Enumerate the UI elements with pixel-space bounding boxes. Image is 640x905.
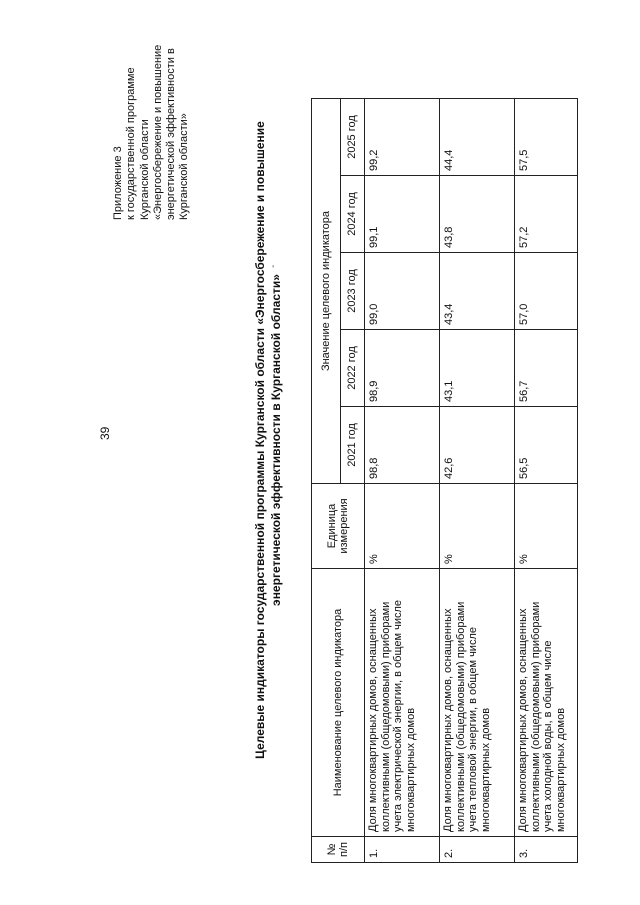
row-value-2022: 43,1: [440, 330, 515, 407]
document-title: [252, 60, 284, 820]
header-year-2022: 2022 год: [341, 330, 365, 407]
table-row: [440, 99, 515, 863]
stray-mark: -: [268, 264, 279, 268]
row-value-2024: 99,1: [365, 176, 440, 253]
table-row: [515, 99, 578, 863]
row-value-2023: 57,0: [515, 253, 578, 330]
row-unit: %: [515, 484, 578, 569]
row-unit: %: [440, 484, 515, 569]
row-value-2023: 43,4: [440, 253, 515, 330]
appendix-line: Курганской области»: [178, 113, 191, 220]
document-title-line: энергетической эффективности в Курганской области»: [269, 274, 283, 606]
row-value-2025: 99,2: [365, 99, 440, 176]
row-value-2021: 56,5: [515, 407, 578, 484]
row-value-2024: 57,2: [515, 176, 578, 253]
row-value-2023: 99,0: [365, 253, 440, 330]
row-indicator-name: Доля многоквартирных домов, оснащенных коллективными (общедомовыми) приборами учета электрической энергии, в общем числе многоквартирных домов: [365, 569, 440, 837]
indicators-table: [311, 98, 578, 863]
header-indicator-name: Наименование целевого индикатора: [312, 569, 365, 837]
appendix-line: к государственной программе: [125, 67, 138, 220]
appendix-line: Приложение 3: [112, 146, 124, 220]
row-value-2022: 56,7: [515, 330, 578, 407]
row-unit: %: [365, 484, 440, 569]
row-indicator-name: Доля многоквартирных домов, оснащенных коллективными (общедомовыми) приборами учета тепловой энергии, в общем числе многоквартирных домов: [440, 569, 515, 837]
table-header-row: [312, 99, 341, 863]
appendix-line: «Энергосбережение и повышение: [151, 44, 164, 220]
header-unit: Единица измерения: [312, 484, 365, 569]
row-value-2025: 57,5: [515, 99, 578, 176]
row-number: 3.: [515, 837, 578, 863]
row-value-2024: 43,8: [440, 176, 515, 253]
appendix-line: Курганской области: [138, 119, 151, 220]
appendix-note: [112, 0, 192, 220]
document-title-line: Целевые индикаторы государственной программы Курганской области «Энергосбережение и повышение: [253, 121, 267, 759]
row-indicator-name: Доля многоквартирных домов, оснащенных коллективными (общедомовыми) приборами учета холодной воды, в общем числе многоквартирных домов: [515, 569, 578, 837]
header-number: № п/п: [312, 837, 365, 863]
row-value-2025: 44,4: [440, 99, 515, 176]
header-year-2025: 2025 год: [341, 99, 365, 176]
row-number: 1.: [365, 837, 440, 863]
header-year-2021: 2021 год: [341, 407, 365, 484]
row-value-2021: 98,8: [365, 407, 440, 484]
table-row: [365, 99, 440, 863]
row-value-2022: 98,9: [365, 330, 440, 407]
appendix-line: энергетической эффективности в: [165, 48, 178, 220]
header-year-2023: 2023 год: [341, 253, 365, 330]
header-year-2024: 2024 год: [341, 176, 365, 253]
header-indicator-value: Значение целевого индикатора: [312, 99, 341, 484]
page-number: 39: [98, 426, 112, 440]
row-value-2021: 42,6: [440, 407, 515, 484]
row-number: 2.: [440, 837, 515, 863]
